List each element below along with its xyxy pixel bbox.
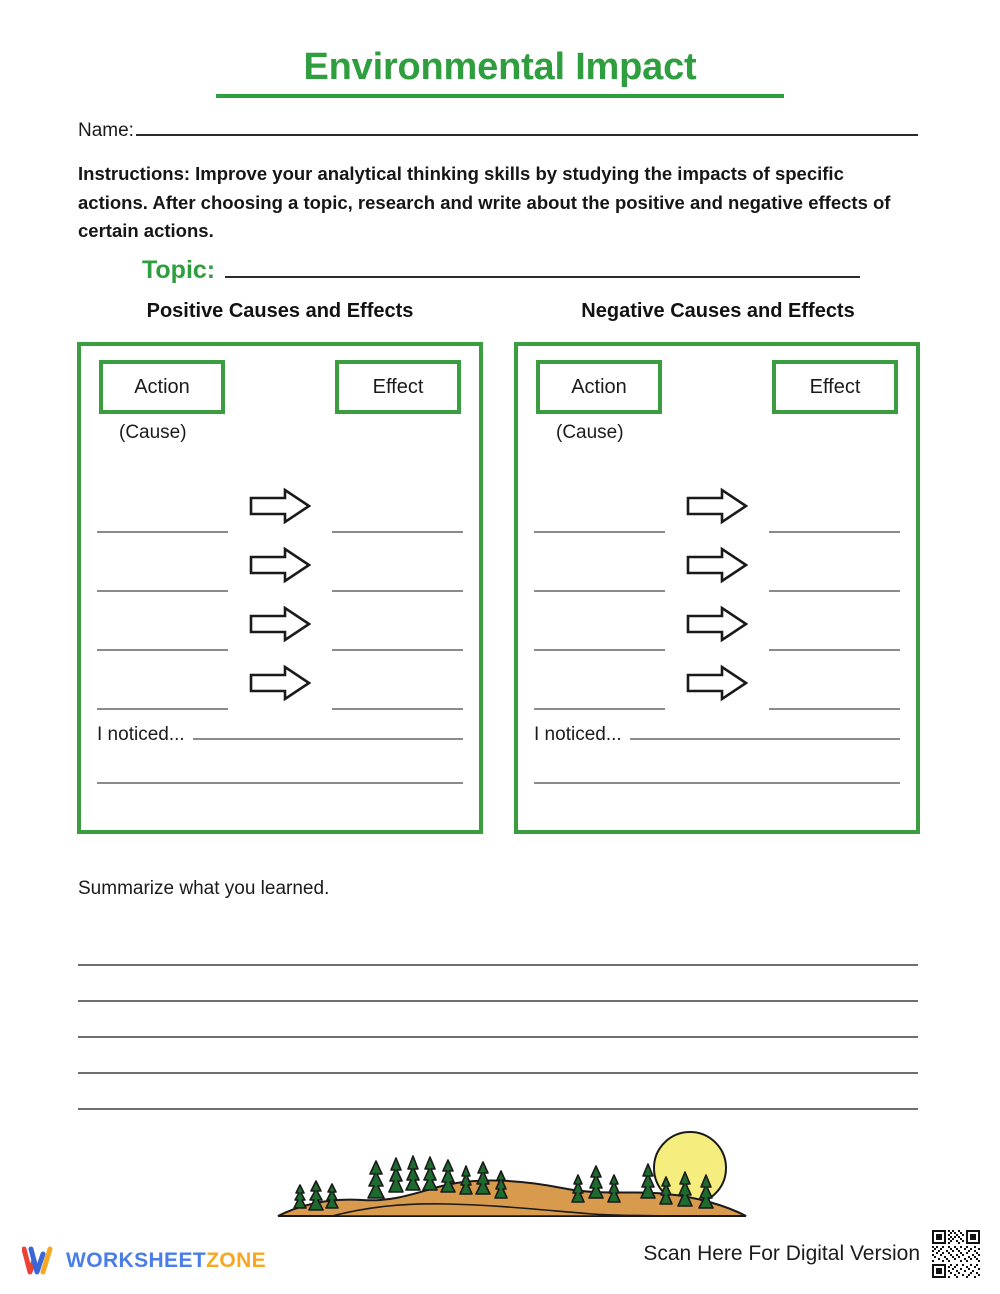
logo-zone-text: ZONE	[206, 1249, 267, 1272]
summary-line-5[interactable]	[78, 1074, 918, 1110]
positive-effect-line-3[interactable]	[332, 592, 463, 651]
negative-action-line-2[interactable]	[534, 533, 665, 592]
positive-row-1	[97, 474, 463, 533]
negative-rows	[534, 474, 900, 710]
positive-noticed-line-2[interactable]	[97, 782, 463, 784]
scan-digital-version[interactable]	[643, 1228, 982, 1280]
negative-effect-label: Effect	[809, 375, 861, 398]
worksheet-zone-logo[interactable]	[22, 1246, 266, 1276]
name-label: Name:	[78, 120, 134, 141]
summary-lines	[78, 930, 918, 1110]
right-block-arrow-icon	[686, 664, 748, 702]
page-title-block	[0, 48, 1000, 98]
negative-effect-line-4[interactable]	[769, 651, 900, 710]
topic-row	[142, 256, 860, 285]
right-block-arrow-icon	[249, 605, 311, 643]
negative-action-line-3[interactable]	[534, 592, 665, 651]
negative-action-label: Action	[571, 375, 627, 398]
positive-effect-line-1[interactable]	[332, 474, 463, 533]
positive-action-label: Action	[134, 375, 190, 398]
negative-effect-line-2[interactable]	[769, 533, 900, 592]
negative-effect-line-1[interactable]	[769, 474, 900, 533]
negative-action-line-4[interactable]	[534, 651, 665, 710]
positive-row-2	[97, 533, 463, 592]
positive-noticed-label: I noticed...	[97, 724, 185, 745]
positive-action-line-1[interactable]	[97, 474, 228, 533]
positive-noticed-line-1[interactable]	[193, 724, 463, 740]
positive-action-line-2[interactable]	[97, 533, 228, 592]
forest-hills-sun-illustration	[272, 1128, 752, 1220]
positive-row-4	[97, 651, 463, 710]
positive-cause-label: (Cause)	[119, 422, 187, 443]
summary-line-4[interactable]	[78, 1038, 918, 1074]
negative-noticed-line-2[interactable]	[534, 782, 900, 784]
negative-action-line-1[interactable]	[534, 474, 665, 533]
qr-code-icon[interactable]	[930, 1228, 982, 1280]
topic-label: Topic:	[142, 256, 216, 284]
negative-effect-line-3[interactable]	[769, 592, 900, 651]
logo-wordmark	[66, 1249, 266, 1273]
right-block-arrow-icon	[686, 487, 748, 525]
positive-column-heading: Positive Causes and Effects	[146, 300, 414, 322]
positive-panel-header	[97, 360, 463, 414]
scan-text: Scan Here For Digital Version	[643, 1242, 920, 1265]
page-title: Environmental Impact	[303, 46, 697, 88]
positive-action-line-4[interactable]	[97, 651, 228, 710]
right-block-arrow-icon	[249, 664, 311, 702]
positive-effect-box	[335, 360, 461, 414]
summary-line-3[interactable]	[78, 1002, 918, 1038]
negative-noticed-block	[534, 724, 900, 784]
right-block-arrow-icon	[249, 546, 311, 584]
positive-action-box	[99, 360, 225, 414]
positive-effect-line-4[interactable]	[332, 651, 463, 710]
panels-container	[77, 342, 920, 834]
negative-column-heading: Negative Causes and Effects	[581, 300, 855, 322]
negative-panel	[514, 342, 920, 834]
positive-effect-label: Effect	[372, 375, 424, 398]
summary-line-1[interactable]	[78, 930, 918, 966]
right-block-arrow-icon	[686, 546, 748, 584]
negative-noticed-line-1[interactable]	[630, 724, 900, 740]
negative-action-box	[536, 360, 662, 414]
right-block-arrow-icon	[686, 605, 748, 643]
negative-noticed-label: I noticed...	[534, 724, 622, 745]
positive-rows	[97, 474, 463, 710]
positive-panel	[77, 342, 483, 834]
title-underline	[216, 94, 784, 98]
topic-input-line[interactable]	[225, 260, 860, 278]
summarize-label: Summarize what you learned.	[78, 878, 330, 899]
logo-worksheet-text: WORKSHEET	[66, 1249, 207, 1272]
negative-row-1	[534, 474, 900, 533]
negative-row-3	[534, 592, 900, 651]
positive-noticed-block	[97, 724, 463, 784]
column-headings	[78, 300, 920, 323]
negative-effect-box	[772, 360, 898, 414]
positive-effect-line-2[interactable]	[332, 533, 463, 592]
name-row	[78, 120, 918, 142]
worksheetzone-logo-icon	[22, 1246, 56, 1276]
right-block-arrow-icon	[249, 487, 311, 525]
negative-row-4	[534, 651, 900, 710]
summary-line-2[interactable]	[78, 966, 918, 1002]
name-input-line[interactable]	[136, 120, 918, 136]
positive-action-line-3[interactable]	[97, 592, 228, 651]
negative-panel-header	[534, 360, 900, 414]
instructions-text: Instructions: Improve your analytical thinking skills by studying the impacts of specific actions. After choosing a topic, research and write about the positive and negative effects of certain actions.	[78, 163, 891, 242]
positive-row-3	[97, 592, 463, 651]
negative-row-2	[534, 533, 900, 592]
negative-cause-label: (Cause)	[556, 422, 624, 443]
